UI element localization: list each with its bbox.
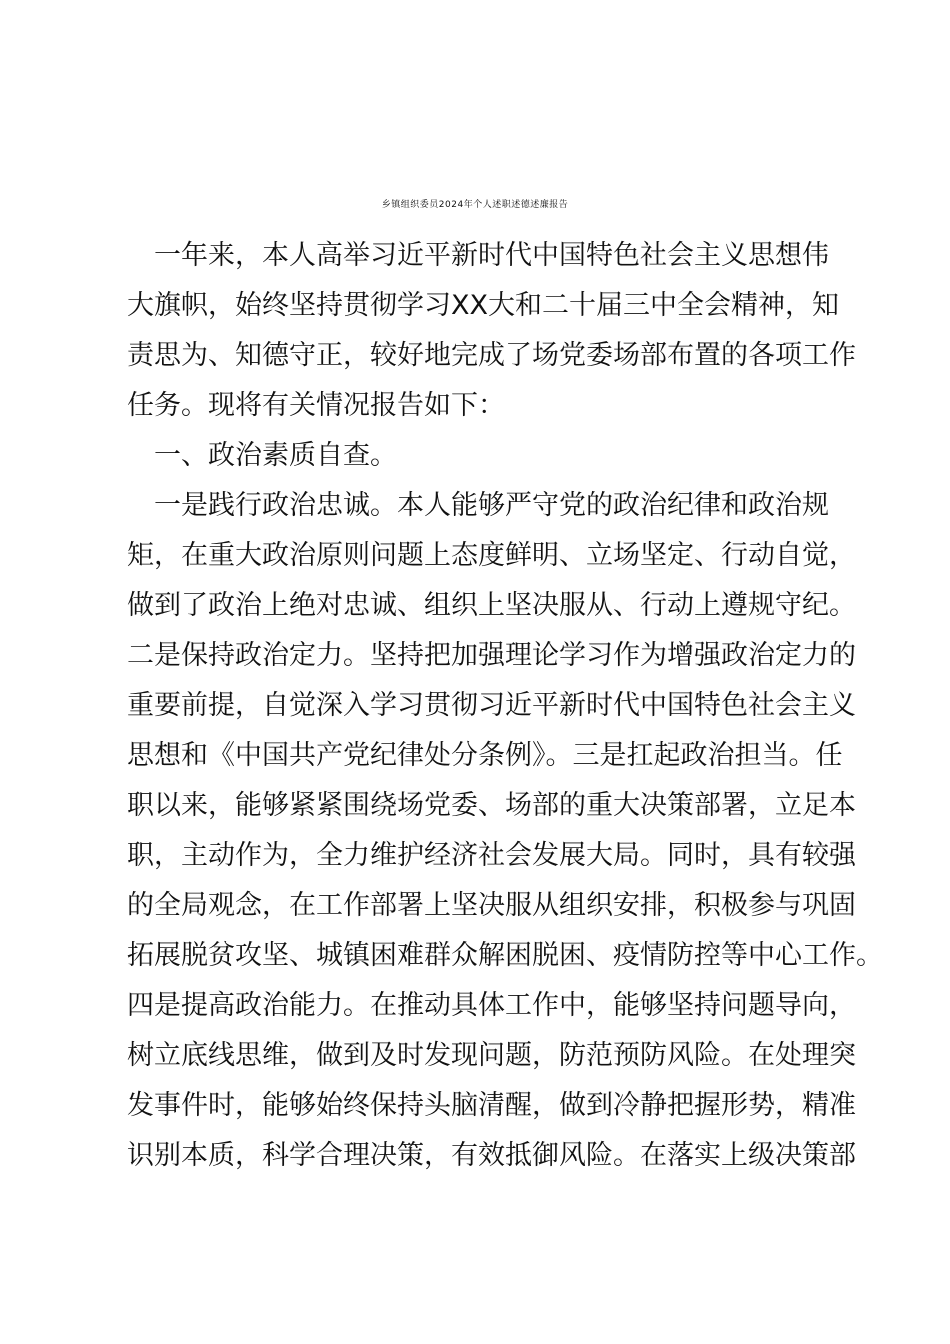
body-line: 二是保持政治定力。坚持把加强理论学习作为增强政治定力的 bbox=[127, 640, 856, 671]
body-line: 矩，在重大政治原则问题上态度鲜明、立场坚定、行动自觉， bbox=[127, 540, 856, 571]
body-line: 思想和《中国共产党纪律处分条例》。三是扛起政治担当。任 bbox=[127, 740, 843, 771]
body-line: 任务。现将有关情况报告如下： bbox=[127, 390, 505, 421]
body-line: 责思为、知德守正，较好地完成了场党委场部布置的各项工作 bbox=[127, 340, 856, 371]
body-line: 识别本质，科学合理决策，有效抵御风险。在落实上级决策部 bbox=[127, 1140, 856, 1171]
body-line: 树立底线思维，做到及时发现问题，防范预防风险。在处理突 bbox=[127, 1040, 856, 1071]
body-line: 职，主动作为，全力维护经济社会发展大局。同时，具有较强 bbox=[127, 840, 856, 871]
body-line: 发事件时，能够始终保持头脑清醒，做到冷静把握形势，精准 bbox=[127, 1090, 856, 1121]
body-line: 的全局观念，在工作部署上坚决服从组织安排，积极参与巩固 bbox=[127, 890, 856, 921]
body-line: 重要前提，自觉深入学习贯彻习近平新时代中国特色社会主义 bbox=[127, 690, 856, 721]
section-heading: 一、政治素质自查。 bbox=[127, 440, 397, 471]
body-line: 拓展脱贫攻坚、城镇困难群众解困脱困、疫情防控等中心工作。 bbox=[127, 940, 883, 971]
body-line: 一是践行政治忠诚。本人能够严守党的政治纪律和政治规 bbox=[127, 490, 829, 521]
body-line: 做到了政治上绝对忠诚、组织上坚决服从、行动上遵规守纪。 bbox=[127, 590, 856, 621]
body-line: 职以来，能够紧紧围绕场党委、场部的重大决策部署，立足本 bbox=[127, 790, 856, 821]
body-line: 大旗帜，始终坚持贯彻学习XX大和二十届三中全会精神，知 bbox=[127, 290, 839, 321]
body-line: 一年来，本人高举习近平新时代中国特色社会主义思想伟 bbox=[127, 240, 829, 271]
document-title: 乡镇组织委员2024年个人述职述德述廉报告 bbox=[381, 200, 569, 210]
body-line: 四是提高政治能力。在推动具体工作中，能够坚持问题导向， bbox=[127, 990, 856, 1021]
